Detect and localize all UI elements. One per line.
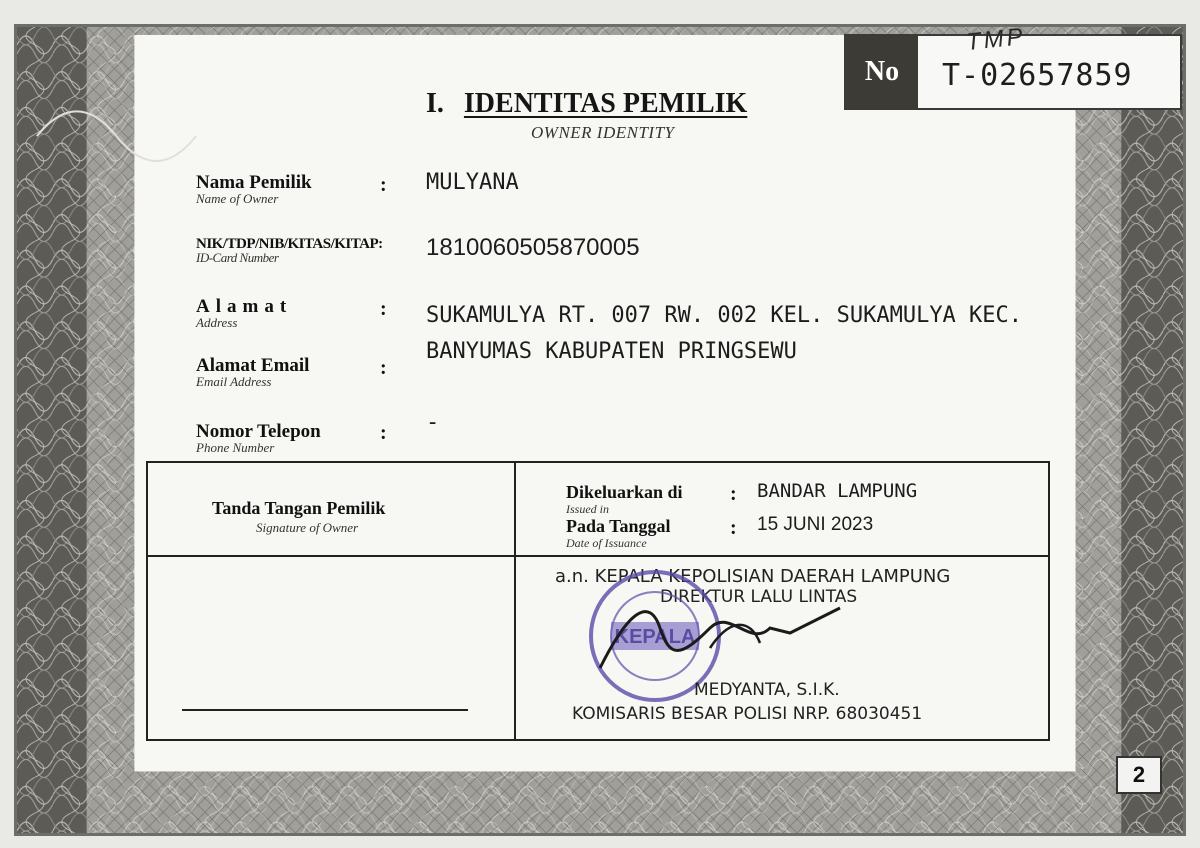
page-number: 2 [1116, 756, 1162, 794]
address-value-line1: SUKAMULYA RT. 007 RW. 002 KEL. SUKAMULYA KEC. [426, 303, 1023, 328]
address-value-line2: BANYUMAS KABUPATEN PRINGSEWU [426, 339, 797, 364]
phone-label [196, 421, 321, 456]
issue-date-label-en: Date of Issuance [566, 536, 647, 550]
table-divider-vertical [514, 463, 516, 739]
table-divider-horizontal [148, 555, 1048, 557]
section-number: I. [426, 88, 444, 119]
section-title [426, 88, 747, 120]
id-number-label-en: ID-Card Number [196, 250, 279, 265]
colon: : [730, 483, 737, 505]
handwritten-note: TMP [964, 22, 1027, 57]
owner-signature-label-en: Signature of Owner [256, 520, 359, 535]
section-title-text: IDENTITAS PEMILIK [463, 88, 748, 119]
colon: : [380, 422, 387, 444]
id-number-label [196, 236, 383, 266]
section-subtitle: OWNER IDENTITY [531, 123, 675, 142]
address-label-en: Address [196, 315, 238, 330]
phone-value: - [426, 410, 440, 435]
address-label-text: Alamat [196, 296, 293, 317]
email-label-en: Email Address [196, 374, 272, 389]
issued-at-label-en: Issued in [566, 502, 609, 516]
issue-date-value: 15 JUNI 2023 [757, 514, 874, 535]
id-number-label-text: NIK/TDP/NIB/KITAS/KITAP: [196, 236, 383, 252]
number-label: No [846, 36, 918, 108]
owner-name-value: MULYANA [426, 170, 519, 195]
official-name: MEDYANTA, S.I.K. [694, 680, 840, 700]
colon: : [380, 174, 387, 196]
email-label-text: Alamat Email [196, 355, 310, 376]
issued-at-label: Dikeluarkan di [566, 482, 683, 502]
issue-date-label: Pada Tanggal [566, 516, 671, 536]
owner-name-label-en: Name of Owner [196, 191, 279, 206]
official-rank: KOMISARIS BESAR POLISI NRP. 68030451 [572, 704, 923, 724]
colon: : [380, 357, 387, 379]
owner-name-label [196, 172, 312, 207]
certificate-number: T-02657859 [942, 58, 1133, 93]
phone-label-text: Nomor Telepon [196, 421, 321, 442]
stamp-text: KEPALA [614, 626, 696, 648]
address-label [196, 296, 292, 331]
owner-signature-line [182, 709, 468, 711]
colon: : [380, 298, 387, 320]
issued-at-value: BANDAR LAMPUNG [757, 480, 918, 502]
authority-line-1: a.n. KEPALA KEPOLISIAN DAERAH LAMPUNG [555, 566, 951, 587]
phone-label-en: Phone Number [196, 440, 275, 455]
id-number-value: 1810060505870005 [426, 234, 640, 261]
owner-name-label-text: Nama Pemilik [196, 172, 312, 193]
owner-signature-label: Tanda Tangan Pemilik [212, 498, 386, 518]
official-signature [590, 588, 860, 688]
email-label [196, 355, 309, 390]
colon: : [730, 517, 737, 539]
authority-line-2: DIREKTUR LALU LINTAS [660, 587, 858, 607]
